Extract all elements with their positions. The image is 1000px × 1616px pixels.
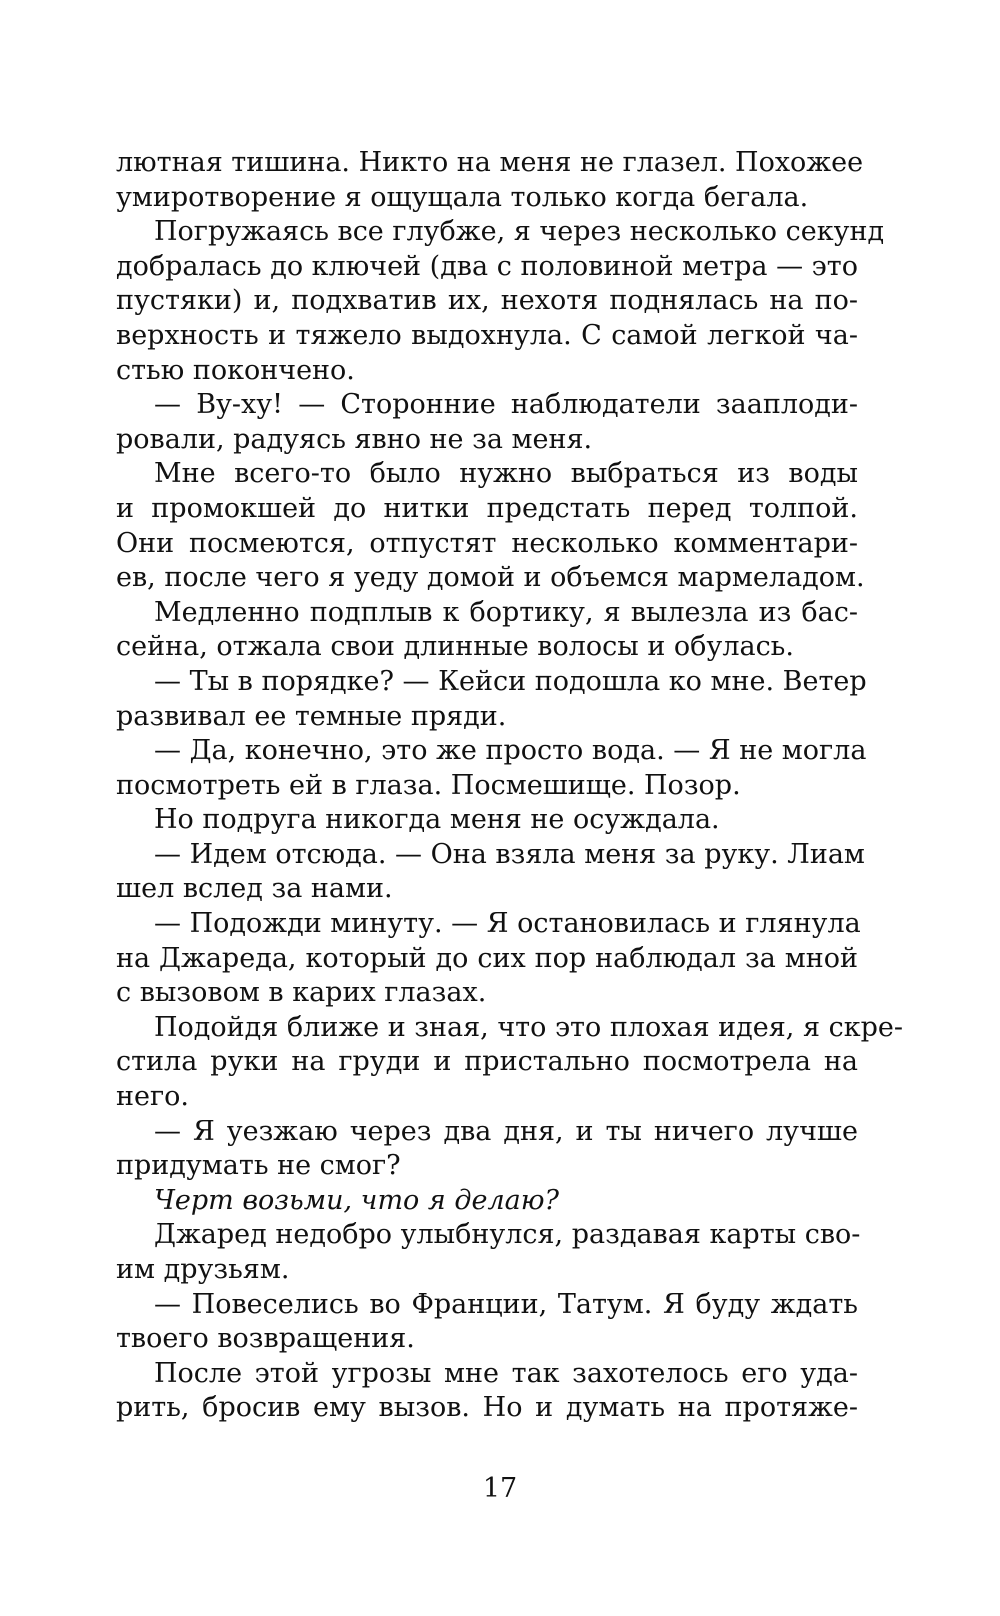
text-line: посмотреть ей в глаза. Посмешище. Позор. [116,769,741,801]
text-line: верхность и тяжело выдохнула. С самой легкой ча- [116,319,858,351]
text-line: придумать не смог? [116,1150,401,1182]
text-line: Джаред недобро улыбнулся, раздавая карты сво- [154,1219,861,1251]
text-line: ровали, радуясь явно не за меня. [116,423,593,455]
text-line: Погружаясь все глубже, я через несколько секунд [154,216,885,248]
text-line: на Джареда, который до сих пор наблюдал за мной [116,942,858,974]
text-line: — Ты в порядке? — Кейси подошла ко мне. Ветер [154,665,867,697]
text-line: рить, бросив ему вызов. Но и думать на протяже- [116,1392,858,1424]
body-text [116,146,903,1426]
text-line: сейна, отжала свои длинные волосы и обулась. [116,631,794,663]
text-line: Подойдя ближе и зная, что это плохая идея, я скре- [154,1011,903,1043]
text-line: стила руки на груди и пристально посмотрела на [116,1046,858,1078]
text-line: Мне всего-то было нужно выбраться из воды [154,458,858,490]
text-line: После этой угрозы мне так захотелось его уда- [154,1357,858,1389]
text-line: — Идем отсюда. — Она взяла меня за руку. Лиам [154,838,865,870]
text-line: шел вслед за нами. [116,873,393,905]
text-line: лютная тишина. Никто на меня не глазел. Похожее [116,147,864,178]
text-line: пустяки) и, подхватив их, нехотя поднялась на по- [116,285,858,317]
text-line: — Да, конечно, это же просто вода. — Я не могла [154,735,867,767]
text-line: ев, после чего я уеду домой и объемся мармеладом. [116,562,865,594]
text-line: Медленно подплыв к бортику, я вылезла из бас- [154,596,858,628]
text-line: Они посмеются, отпустят несколько комментари- [116,527,858,559]
text-line: добралась до ключей (два с половиной метра — это [116,250,858,282]
text-line: Черт возьми, что я делаю? [154,1184,559,1216]
text-line: него. [116,1081,189,1113]
text-line: — Я уезжаю через два дня, и ты ничего лучше [154,1115,858,1147]
text-line: — Подожди минуту. — Я остановилась и глянула [154,908,861,940]
text-line: им друзьям. [116,1254,290,1285]
text-line: умиротворение я ощущала только когда бегала. [116,181,809,213]
text-line: твоего возвращения. [116,1323,415,1355]
text-line: стью покончено. [116,354,355,386]
text-line: с вызовом в карих глазах. [116,977,487,1009]
text-line: Но подруга никогда меня не осуждала. [154,804,720,836]
page-number: 17 [482,1473,518,1504]
text-line: и промокшей до нитки предстать перед толпой. [116,492,858,524]
text-line: — Ву-ху! — Сторонние наблюдатели зааплоди- [154,389,858,421]
text-line: развивал ее темные пряди. [116,700,507,732]
text-line: — Повеселись во Франции, Татум. Я буду ждать [154,1288,858,1320]
